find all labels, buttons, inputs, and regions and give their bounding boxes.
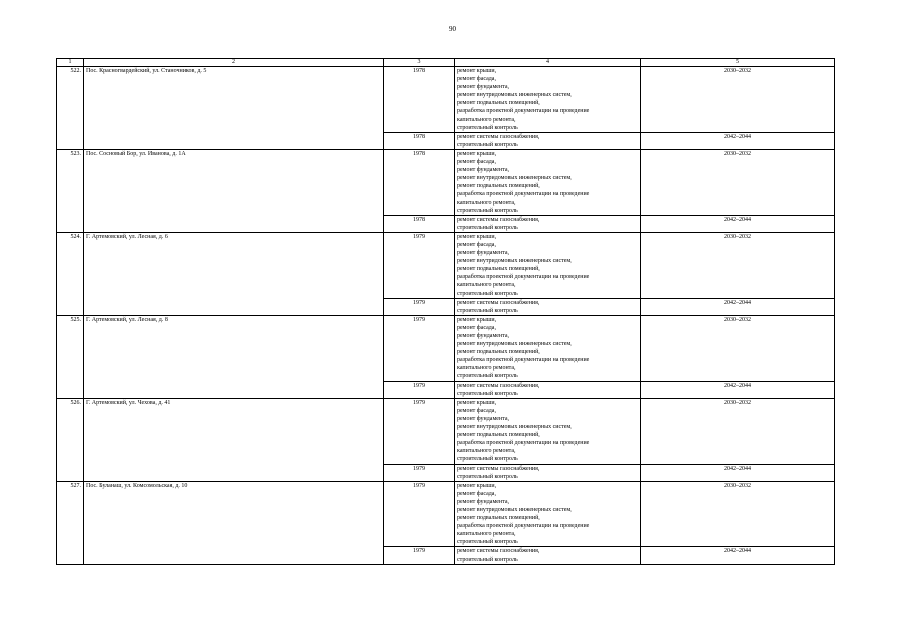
construction-year: 1979: [384, 398, 455, 464]
construction-year: 1978: [384, 215, 455, 232]
row-number: 526.: [57, 398, 84, 481]
planned-period: 2030–2032: [641, 67, 835, 133]
column-header: 5: [641, 59, 835, 67]
construction-year: 1978: [384, 132, 455, 149]
work-item: ремонт подвальных помещений,: [457, 515, 540, 522]
row-number: 527.: [57, 481, 84, 564]
work-item: ремонт системы газоснабжения,: [457, 548, 540, 555]
building-address: Пос. Буланаш, ул. Комсомольская, д. 10: [84, 481, 384, 564]
construction-year: 1979: [384, 232, 455, 298]
table-row: [57, 232, 835, 298]
work-item: строительный контроль: [457, 141, 518, 148]
work-item: строительный контроль: [457, 456, 518, 463]
work-item: строительный контроль: [457, 390, 518, 397]
work-item: ремонт фундамента,: [457, 84, 509, 91]
construction-year: 1978: [384, 67, 455, 133]
work-item: ремонт фундамента,: [457, 415, 509, 422]
work-item: строительный контроль: [457, 373, 518, 380]
works-list: [455, 67, 641, 133]
works-list: [455, 149, 641, 215]
page-number: 90: [449, 25, 456, 33]
column-header: 4: [455, 59, 641, 67]
work-item: ремонт фасада,: [457, 407, 496, 414]
construction-year: 1979: [384, 481, 455, 547]
works-list: [455, 132, 641, 149]
planned-period: 2042–2044: [641, 215, 835, 232]
work-item: капитального ремонта,: [457, 199, 516, 206]
table-row: [57, 315, 835, 381]
planned-period: 2030–2032: [641, 315, 835, 381]
work-item: ремонт фундамента,: [457, 498, 509, 505]
column-header: 1: [57, 59, 84, 67]
planned-period: 2030–2032: [641, 481, 835, 547]
table-body: [57, 59, 835, 565]
work-item: строительный контроль: [457, 473, 518, 480]
planned-period: 2030–2032: [641, 149, 835, 215]
work-item: разработка проектной документации на проведение: [457, 108, 590, 115]
work-item: строительный контроль: [457, 207, 518, 214]
work-item: ремонт внутридомовых инженерных систем,: [457, 506, 572, 513]
building-address: Г. Артемовский, ул. Лесная, д. 8: [84, 315, 384, 398]
construction-year: 1979: [384, 381, 455, 398]
works-list: [455, 315, 641, 381]
work-item: ремонт внутридомовых инженерных систем,: [457, 258, 572, 265]
building-address: Г. Артемовский, ул. Лесная, д. 6: [84, 232, 384, 315]
work-item: ремонт внутридомовых инженерных систем,: [457, 175, 572, 182]
work-item: ремонт крыши,: [457, 399, 497, 406]
works-list: [455, 464, 641, 481]
building-address: Пос. Красногвардейский, ул. Станочников, д. 5: [84, 67, 384, 150]
construction-year: 1979: [384, 298, 455, 315]
work-item: ремонт системы газоснабжения,: [457, 216, 540, 223]
work-item: ремонт подвальных помещений,: [457, 432, 540, 439]
works-list: [455, 398, 641, 464]
row-number: 524.: [57, 232, 84, 315]
work-item: разработка проектной документации на проведение: [457, 274, 590, 281]
column-number-row: [57, 59, 835, 67]
work-item: ремонт фасада,: [457, 324, 496, 331]
work-item: ремонт системы газоснабжения,: [457, 465, 540, 472]
work-item: ремонт фундамента,: [457, 167, 509, 174]
work-item: строительный контроль: [457, 307, 518, 314]
table-row: [57, 398, 835, 464]
work-item: строительный контроль: [457, 224, 518, 231]
row-number: 525.: [57, 315, 84, 398]
work-item: ремонт фасада,: [457, 76, 496, 83]
work-item: ремонт подвальных помещений,: [457, 349, 540, 356]
work-item: ремонт крыши,: [457, 482, 497, 489]
planned-period: 2030–2032: [641, 398, 835, 464]
work-item: ремонт крыши,: [457, 233, 497, 240]
row-number: 523.: [57, 149, 84, 232]
work-item: капитального ремонта,: [457, 282, 516, 289]
column-header: 3: [384, 59, 455, 67]
table-row: [57, 149, 835, 215]
work-item: ремонт системы газоснабжения,: [457, 299, 540, 306]
planned-period: 2042–2044: [641, 547, 835, 564]
works-list: [455, 298, 641, 315]
work-item: капитального ремонта,: [457, 365, 516, 372]
table-row: [57, 67, 835, 133]
work-item: строительный контроль: [457, 539, 518, 546]
table-row: [57, 481, 835, 547]
work-item: ремонт крыши,: [457, 316, 497, 323]
construction-year: 1979: [384, 315, 455, 381]
planned-period: 2030–2032: [641, 232, 835, 298]
work-item: ремонт фундамента,: [457, 250, 509, 257]
work-item: разработка проектной документации на проведение: [457, 440, 590, 447]
building-address: Г. Артемовский, ул. Чехова, д. 41: [84, 398, 384, 481]
planned-period: 2042–2044: [641, 132, 835, 149]
work-item: ремонт фундамента,: [457, 333, 509, 339]
work-item: ремонт крыши,: [457, 68, 497, 74]
work-item: ремонт фасада,: [457, 159, 496, 166]
building-address: Пос. Сосновый Бор, ул. Иванова, д. 1А: [84, 149, 384, 232]
works-list: [455, 381, 641, 398]
work-item: ремонт системы газоснабжения,: [457, 133, 540, 140]
work-item: капитального ремонта,: [457, 448, 516, 455]
works-list: [455, 481, 641, 547]
work-item: ремонт внутридомовых инженерных систем,: [457, 92, 572, 99]
works-list: [455, 215, 641, 232]
work-item: ремонт подвальных помещений,: [457, 266, 540, 273]
repair-schedule-table: [56, 58, 835, 565]
work-item: капитального ремонта,: [457, 116, 516, 123]
work-item: ремонт фасада,: [457, 241, 496, 248]
work-item: ремонт внутридомовых инженерных систем,: [457, 424, 572, 431]
construction-year: 1979: [384, 547, 455, 564]
work-item: ремонт подвальных помещений,: [457, 100, 540, 107]
work-item: разработка проектной документации на проведение: [457, 357, 590, 364]
work-item: ремонт системы газоснабжения,: [457, 382, 540, 389]
work-item: ремонт подвальных помещений,: [457, 183, 540, 190]
work-item: разработка проектной документации на проведение: [457, 523, 590, 530]
planned-period: 2042–2044: [641, 464, 835, 481]
work-item: капитального ремонта,: [457, 531, 516, 538]
construction-year: 1978: [384, 149, 455, 215]
work-item: строительный контроль: [457, 556, 518, 563]
construction-year: 1979: [384, 464, 455, 481]
work-item: разработка проектной документации на проведение: [457, 191, 590, 198]
planned-period: 2042–2044: [641, 381, 835, 398]
planned-period: 2042–2044: [641, 298, 835, 315]
work-item: строительный контроль: [457, 124, 518, 131]
work-item: ремонт крыши,: [457, 150, 497, 157]
column-header: 2: [84, 59, 384, 67]
work-item: строительный контроль: [457, 290, 518, 297]
work-item: ремонт внутридомовых инженерных систем,: [457, 341, 572, 348]
works-list: [455, 232, 641, 298]
work-item: ремонт фасада,: [457, 490, 496, 497]
works-list: [455, 547, 641, 564]
row-number: 522.: [57, 67, 84, 150]
